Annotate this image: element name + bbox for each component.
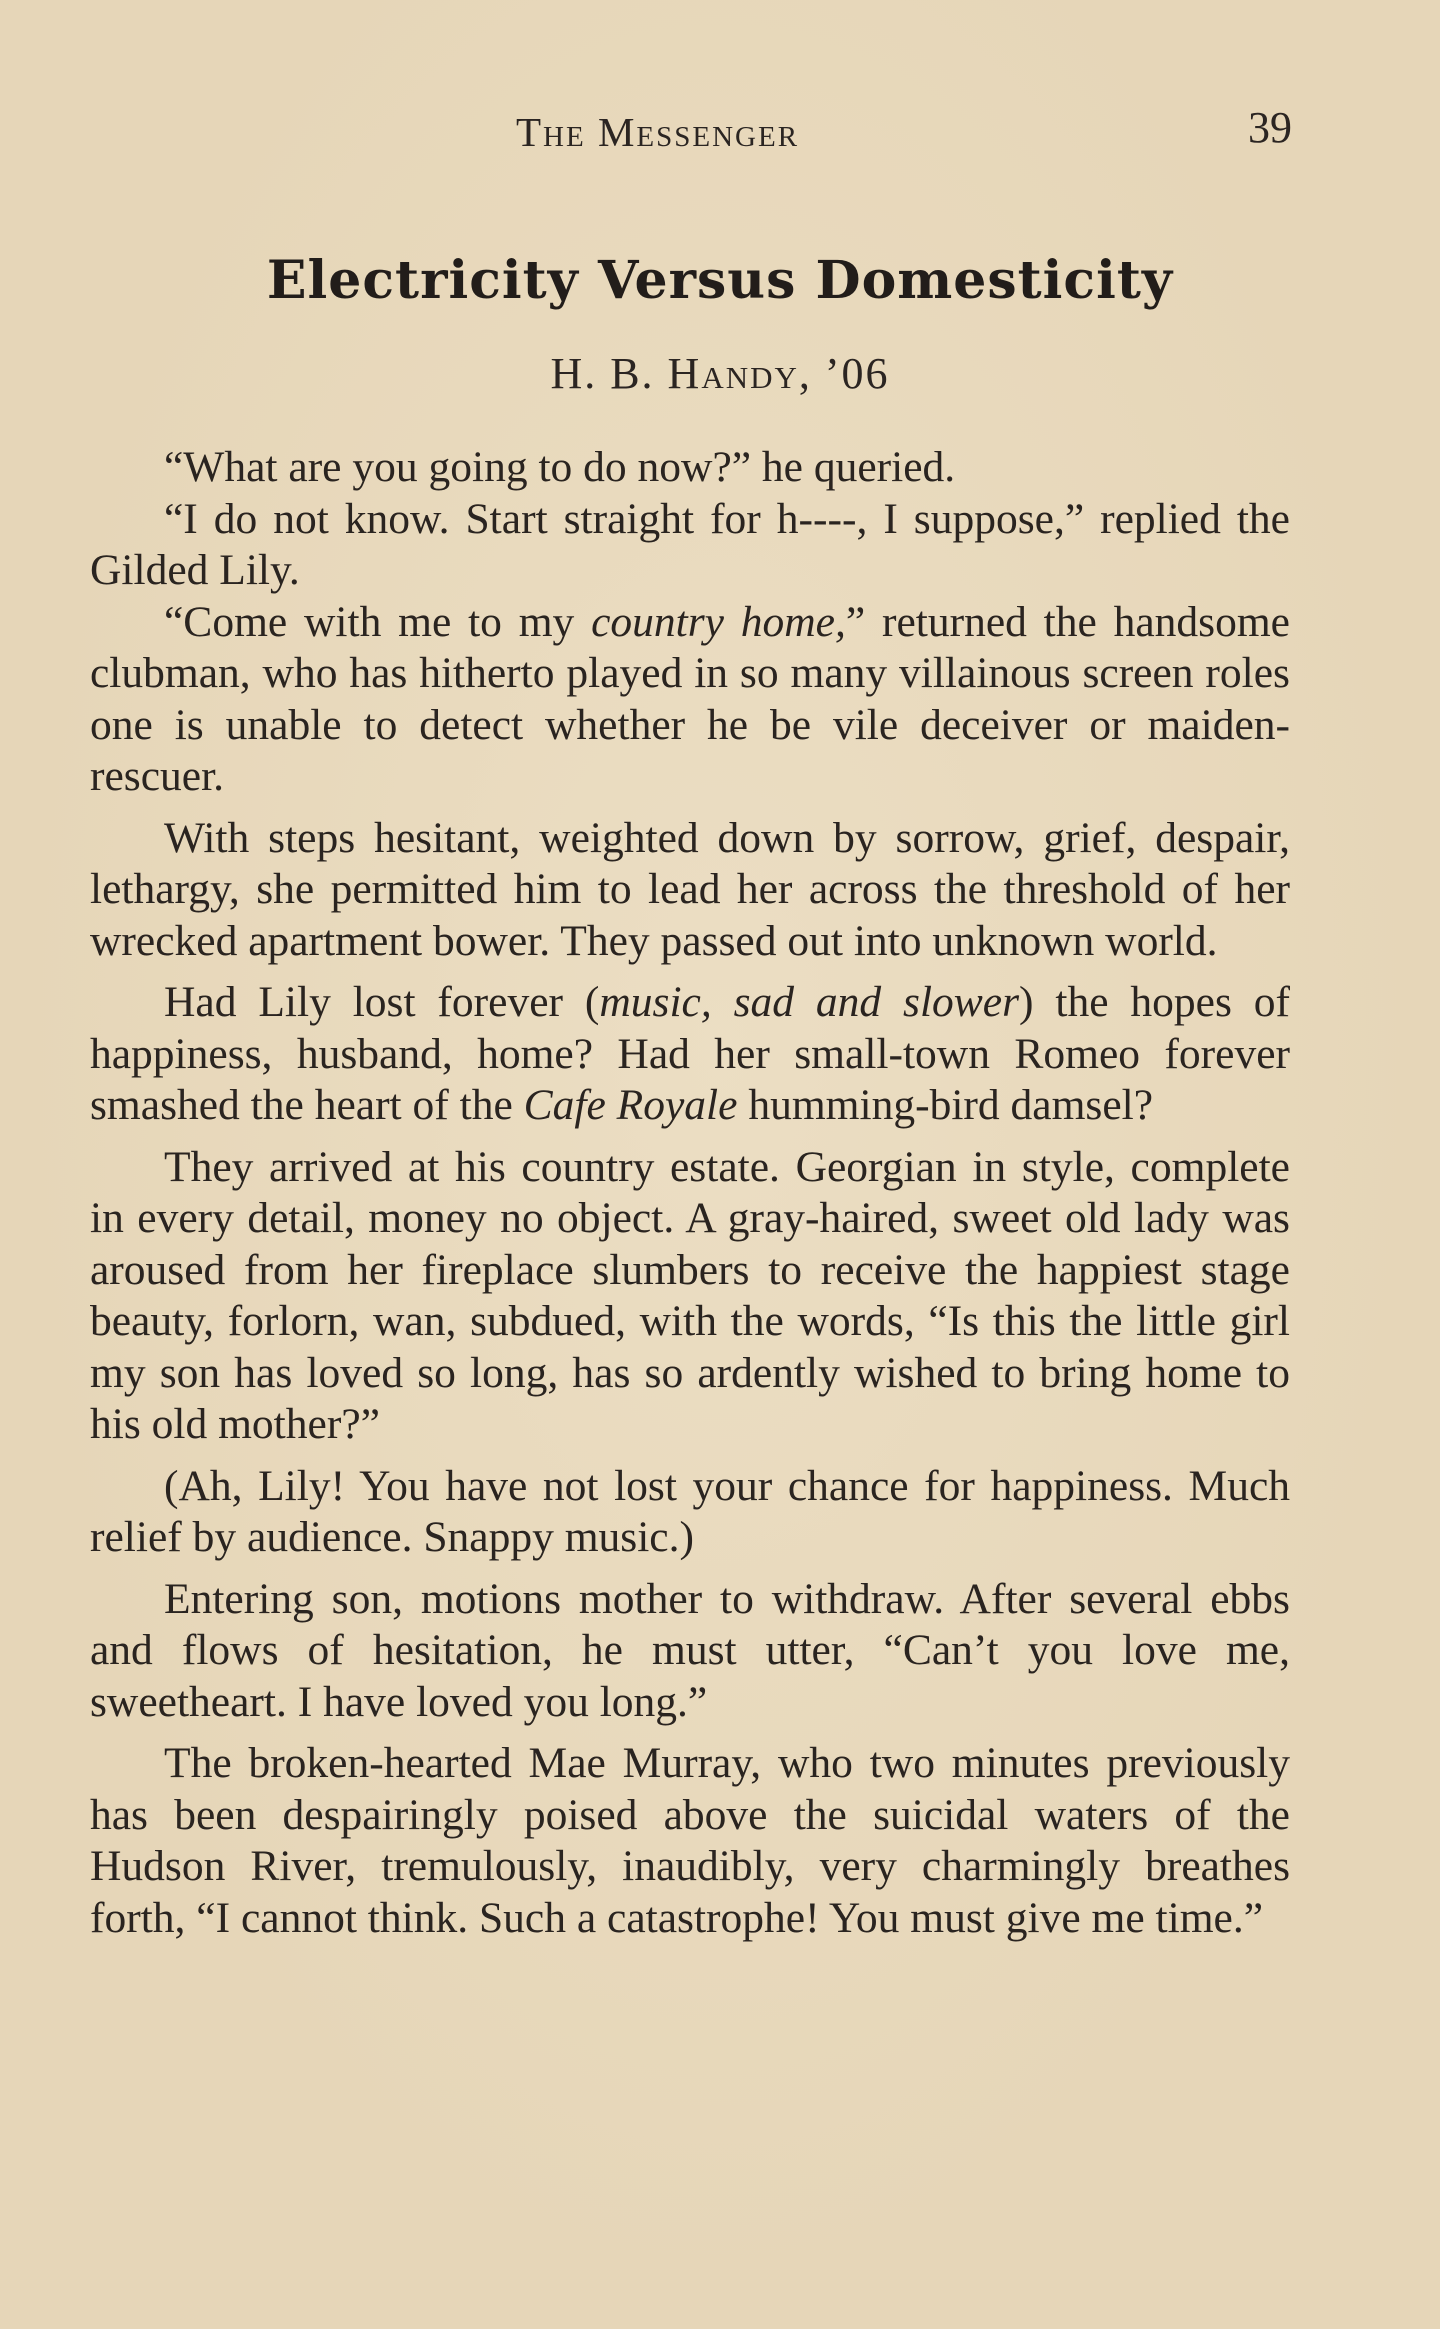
- paragraph-9-text: The broken-hearted Mae Murray, who two minutes previously has been despairingly poised above the suicidal waters of the Hudson River, tremulously, inaudibly, very charmingly breathes forth, “I cannot think. Such a catastrophe! You must give me time.”: [90, 1739, 1290, 1942]
- paragraph-5-text-a: Had Lily lost forever (: [164, 978, 600, 1026]
- article-author: H. B. Handy, ’06: [550, 349, 890, 398]
- paragraph-5-italic-cafe: Cafe Royale: [523, 1081, 738, 1129]
- paragraph-6-text: They arrived at his country estate. Georgian in style, complete in every detail, money no object. A gray-haired, sweet old lady was aroused from her fireplace slumbers to receive the happiest stage beauty, forlorn, wan, subdued, with the words, “Is this the little girl my son has loved so long, has so ardently wished to bring home to his old mother?”: [90, 1142, 1290, 1448]
- paragraph-8-text: Entering son, motions mother to withdraw. After several ebbs and flows of hesitation, he must utter, “Can’t you love me, sweetheart. I have loved you long.”: [90, 1574, 1290, 1726]
- paragraph-1: [90, 442, 1290, 494]
- paragraph-9: [90, 1738, 1290, 1944]
- article-body: [90, 442, 1290, 1944]
- paragraph-3-text-a: “Come with me to my: [164, 597, 592, 646]
- paragraph-3: [90, 597, 1290, 803]
- running-head: [0, 102, 1440, 162]
- page-number: 39: [1248, 103, 1292, 152]
- paragraph-7: [90, 1461, 1290, 1564]
- paragraph-5-italic-music: music, sad and slower: [599, 978, 1020, 1026]
- article-title: Electricity Versus Domesticity: [266, 250, 1174, 311]
- paragraph-4-text: With steps hesitant, weighted down by sorrow, grief, despair, lethargy, she permitted him to lead her across the threshold of her wrecked apartment bower. They passed out into unknown world.: [90, 813, 1290, 965]
- paragraph-6: [90, 1142, 1290, 1451]
- paragraph-5: [90, 977, 1290, 1132]
- journal-name: The Messenger: [516, 109, 800, 155]
- paragraph-5-text-c: ) the hopes of happiness, husband, home? Had her small-town Romeo forever smashed the heart of the: [90, 978, 1290, 1129]
- paragraph-2-text: “I do not know. Start straight for h----, I suppose,” replied the Gilded Lily.: [90, 494, 1290, 594]
- paragraph-5-text-e: humming-bird damsel?: [737, 1081, 1154, 1129]
- paragraph-4: [90, 813, 1290, 968]
- paragraph-7-text: (Ah, Lily! You have not lost your chance for happiness. Much relief by audience. Snappy music.): [90, 1461, 1290, 1561]
- paragraph-8: [90, 1574, 1290, 1729]
- paragraph-3-italic: country home,: [591, 597, 846, 646]
- paragraph-3-text-c: ” returned the handsome clubman, who has hitherto played in so many villainous screen roles one is unable to detect whether he be vile deceiver or maiden-rescuer.: [90, 597, 1290, 800]
- paragraph-2: [90, 494, 1290, 597]
- paragraph-1-text: “What are you going to do now?” he queried.: [164, 443, 956, 491]
